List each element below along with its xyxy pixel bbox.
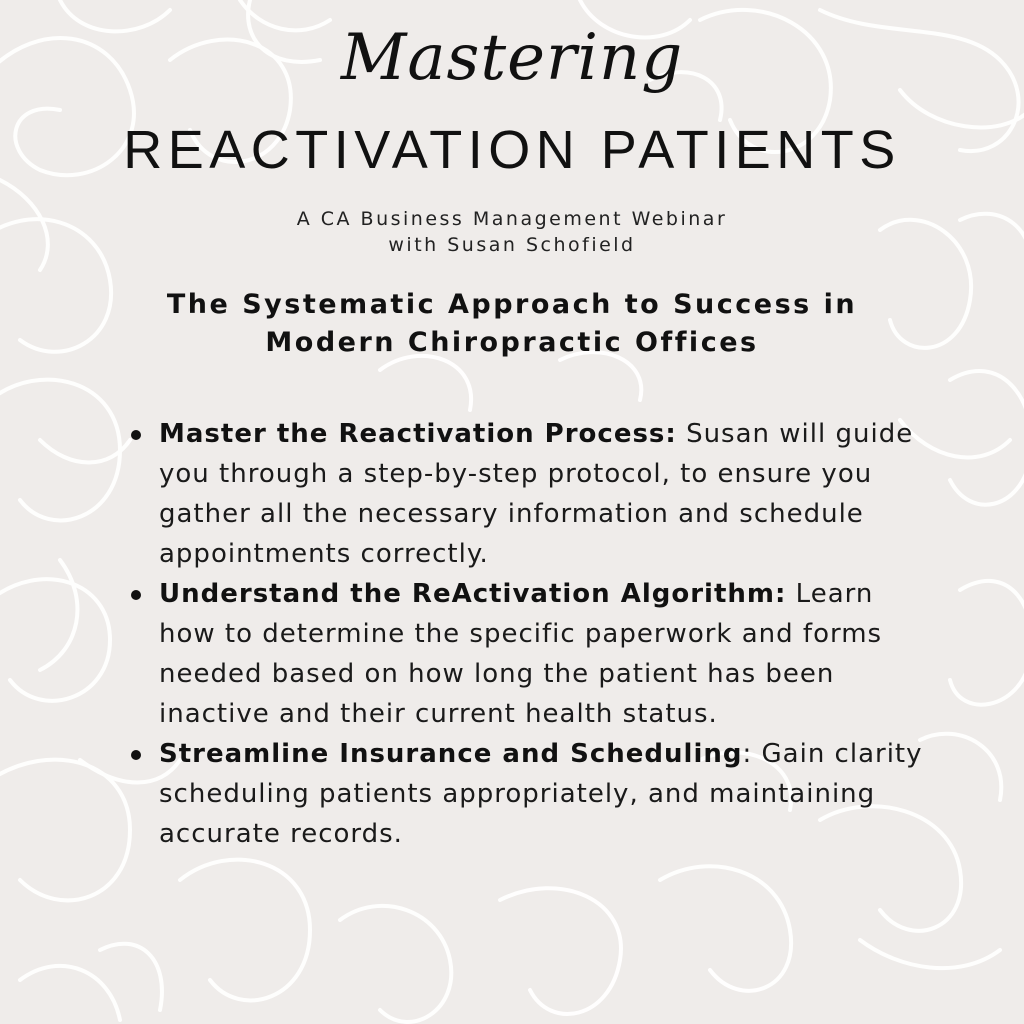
bullet-text: Susan will guide you through a step-by-step protocol, to ensure you gather all the necessary information and schedule appointments correctly. bbox=[159, 419, 914, 569]
bullet-text: Learn how to determine the specific paperwork and forms needed based on how long the patient has been inactive and their current health status. bbox=[159, 579, 883, 729]
bullet-dot-icon bbox=[131, 430, 141, 440]
script-title: Mastering bbox=[340, 21, 684, 95]
bullet-title: Streamline Insurance and Scheduling bbox=[159, 739, 743, 769]
list-item bbox=[128, 574, 928, 734]
page-title: REACTIVATION PATIENTS bbox=[123, 120, 901, 180]
bullet-title: Understand the ReActivation Algorithm: bbox=[159, 579, 787, 609]
list-item bbox=[128, 734, 928, 854]
section-heading bbox=[0, 286, 1024, 362]
list-item bbox=[128, 414, 928, 574]
section-heading-line-2: Modern Chiropractic Offices bbox=[265, 327, 759, 358]
benefits-list bbox=[128, 414, 928, 854]
bullet-dot-icon bbox=[131, 750, 141, 760]
section-heading-line-1: The Systematic Approach to Success in bbox=[166, 289, 858, 320]
bullet-dot-icon bbox=[131, 590, 141, 600]
bullet-title: Master the Reactivation Process: bbox=[159, 419, 677, 449]
webinar-subtitle bbox=[0, 206, 1024, 258]
bullet-text: : Gain clarity scheduling patients appropriately, and maintaining accurate records. bbox=[159, 739, 923, 849]
subtitle-line-2: with Susan Schofield bbox=[388, 234, 636, 256]
subtitle-line-1: A CA Business Management Webinar bbox=[296, 208, 728, 230]
